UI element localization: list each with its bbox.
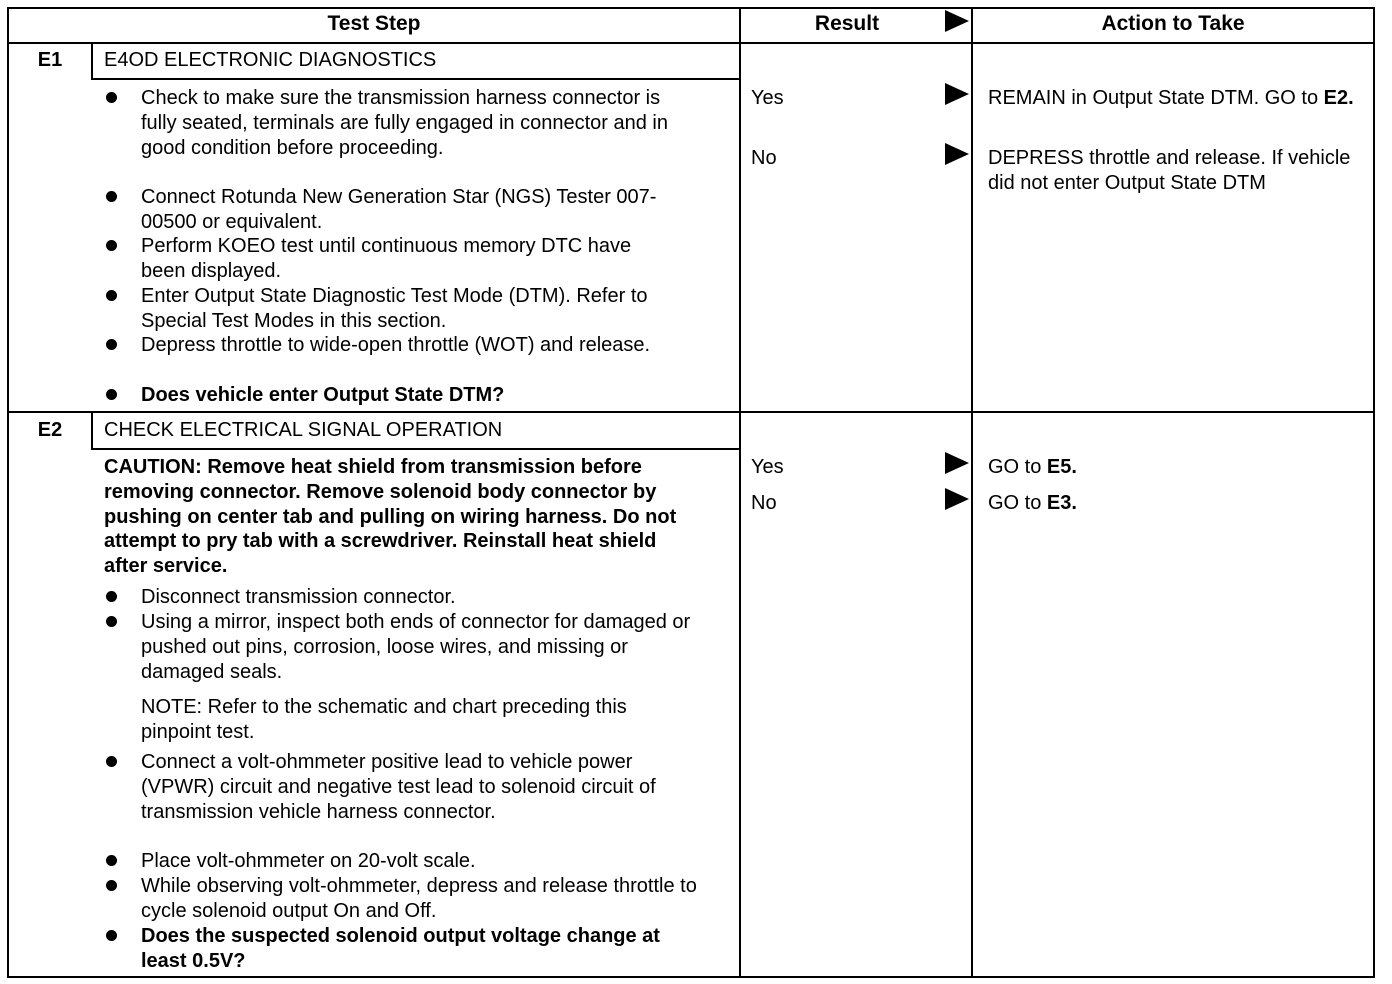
step-id-divider-e2 bbox=[91, 412, 93, 450]
bullet-icon bbox=[106, 290, 117, 301]
bullet-icon bbox=[106, 389, 117, 400]
arrow-icon bbox=[945, 488, 969, 510]
e2-action-no: GO to E3. bbox=[988, 492, 1077, 514]
bullet-icon bbox=[106, 930, 117, 941]
header-arrow-icon bbox=[945, 10, 969, 32]
bullet-icon bbox=[106, 591, 117, 602]
e2-note: NOTE: Refer to the schematic and chart preceding this pinpoint test. bbox=[141, 696, 627, 743]
e1-result-yes: Yes bbox=[751, 87, 784, 109]
bullet-icon bbox=[106, 240, 117, 251]
bullet-icon bbox=[106, 616, 117, 627]
e1-action-no: DEPRESS throttle and release. If vehicle did not enter Output State DTM bbox=[988, 147, 1351, 194]
e1-title-divider bbox=[91, 78, 741, 80]
e1-bullet-5: Depress throttle to wide-open throttle (WOT) and release. bbox=[141, 334, 651, 356]
step-id-divider-e1 bbox=[91, 42, 93, 80]
bullet-icon bbox=[106, 191, 117, 202]
step-title-e1: E4OD ELECTRONIC DIAGNOSTICS bbox=[104, 49, 437, 71]
e2-bullet-4: Place volt-ohmmeter on 20-volt scale. bbox=[141, 850, 476, 872]
step-id-e2: E2 bbox=[37, 419, 63, 441]
e2-result-no: No bbox=[751, 492, 777, 514]
e2-caution: CAUTION: Remove heat shield from transmission before removing connector. Remove solenoid body connector by pushing on center tab and pulling on wiring harness. Do not attempt to pry tab with a screwdriver. Reinstall heat shield after service. bbox=[104, 456, 677, 578]
e1-bullet-3: Perform KOEO test until continuous memory DTC have been displayed. bbox=[141, 235, 632, 282]
action-column-divider bbox=[971, 7, 973, 978]
e2-bullet-3: Connect a volt-ohmmeter positive lead to vehicle power (VPWR) circuit and negative test lead to solenoid circuit of transmission vehicle harness connector. bbox=[141, 751, 656, 823]
arrow-icon bbox=[945, 452, 969, 474]
step-title-e2: CHECK ELECTRICAL SIGNAL OPERATION bbox=[104, 419, 503, 441]
header-action: Action to Take bbox=[1101, 12, 1245, 35]
bullet-icon bbox=[106, 855, 117, 866]
bullet-icon bbox=[106, 880, 117, 891]
arrow-icon bbox=[945, 83, 969, 105]
e2-bullet-2: Using a mirror, inspect both ends of connector for damaged or pushed out pins, corrosion, loose wires, and missing or damaged seals. bbox=[141, 611, 691, 683]
e1-result-no: No bbox=[751, 147, 777, 169]
header-divider bbox=[7, 42, 1375, 44]
e1-question: Does vehicle enter Output State DTM? bbox=[141, 384, 505, 406]
e1-action-yes: REMAIN in Output State DTM. GO to E2. bbox=[988, 87, 1354, 109]
e2-action-yes: GO to E5. bbox=[988, 456, 1077, 478]
e2-bullet-1: Disconnect transmission connector. bbox=[141, 586, 456, 608]
bullet-icon bbox=[106, 92, 117, 103]
e2-title-divider bbox=[91, 448, 741, 450]
e1-bullet-4: Enter Output State Diagnostic Test Mode (DTM). Refer to Special Test Modes in this section. bbox=[141, 285, 648, 332]
e2-question: Does the suspected solenoid output voltage change at least 0.5V? bbox=[141, 925, 660, 972]
header-result: Result bbox=[814, 12, 880, 35]
row-divider bbox=[7, 411, 1375, 413]
arrow-icon bbox=[945, 143, 969, 165]
header-test-step: Test Step bbox=[327, 12, 421, 35]
e1-bullet-2: Connect Rotunda New Generation Star (NGS) Tester 007-00500 or equivalent. bbox=[141, 186, 657, 233]
e2-result-yes: Yes bbox=[751, 456, 784, 478]
step-id-e1: E1 bbox=[37, 49, 63, 71]
e2-bullet-5: While observing volt-ohmmeter, depress and release throttle to cycle solenoid output On and Off. bbox=[141, 875, 697, 922]
bullet-icon bbox=[106, 756, 117, 767]
result-column-divider bbox=[739, 7, 741, 978]
e1-bullet-1: Check to make sure the transmission harness connector is fully seated, terminals are fully engaged in connector and in good condition before proceeding. bbox=[141, 87, 668, 159]
bullet-icon bbox=[106, 339, 117, 350]
